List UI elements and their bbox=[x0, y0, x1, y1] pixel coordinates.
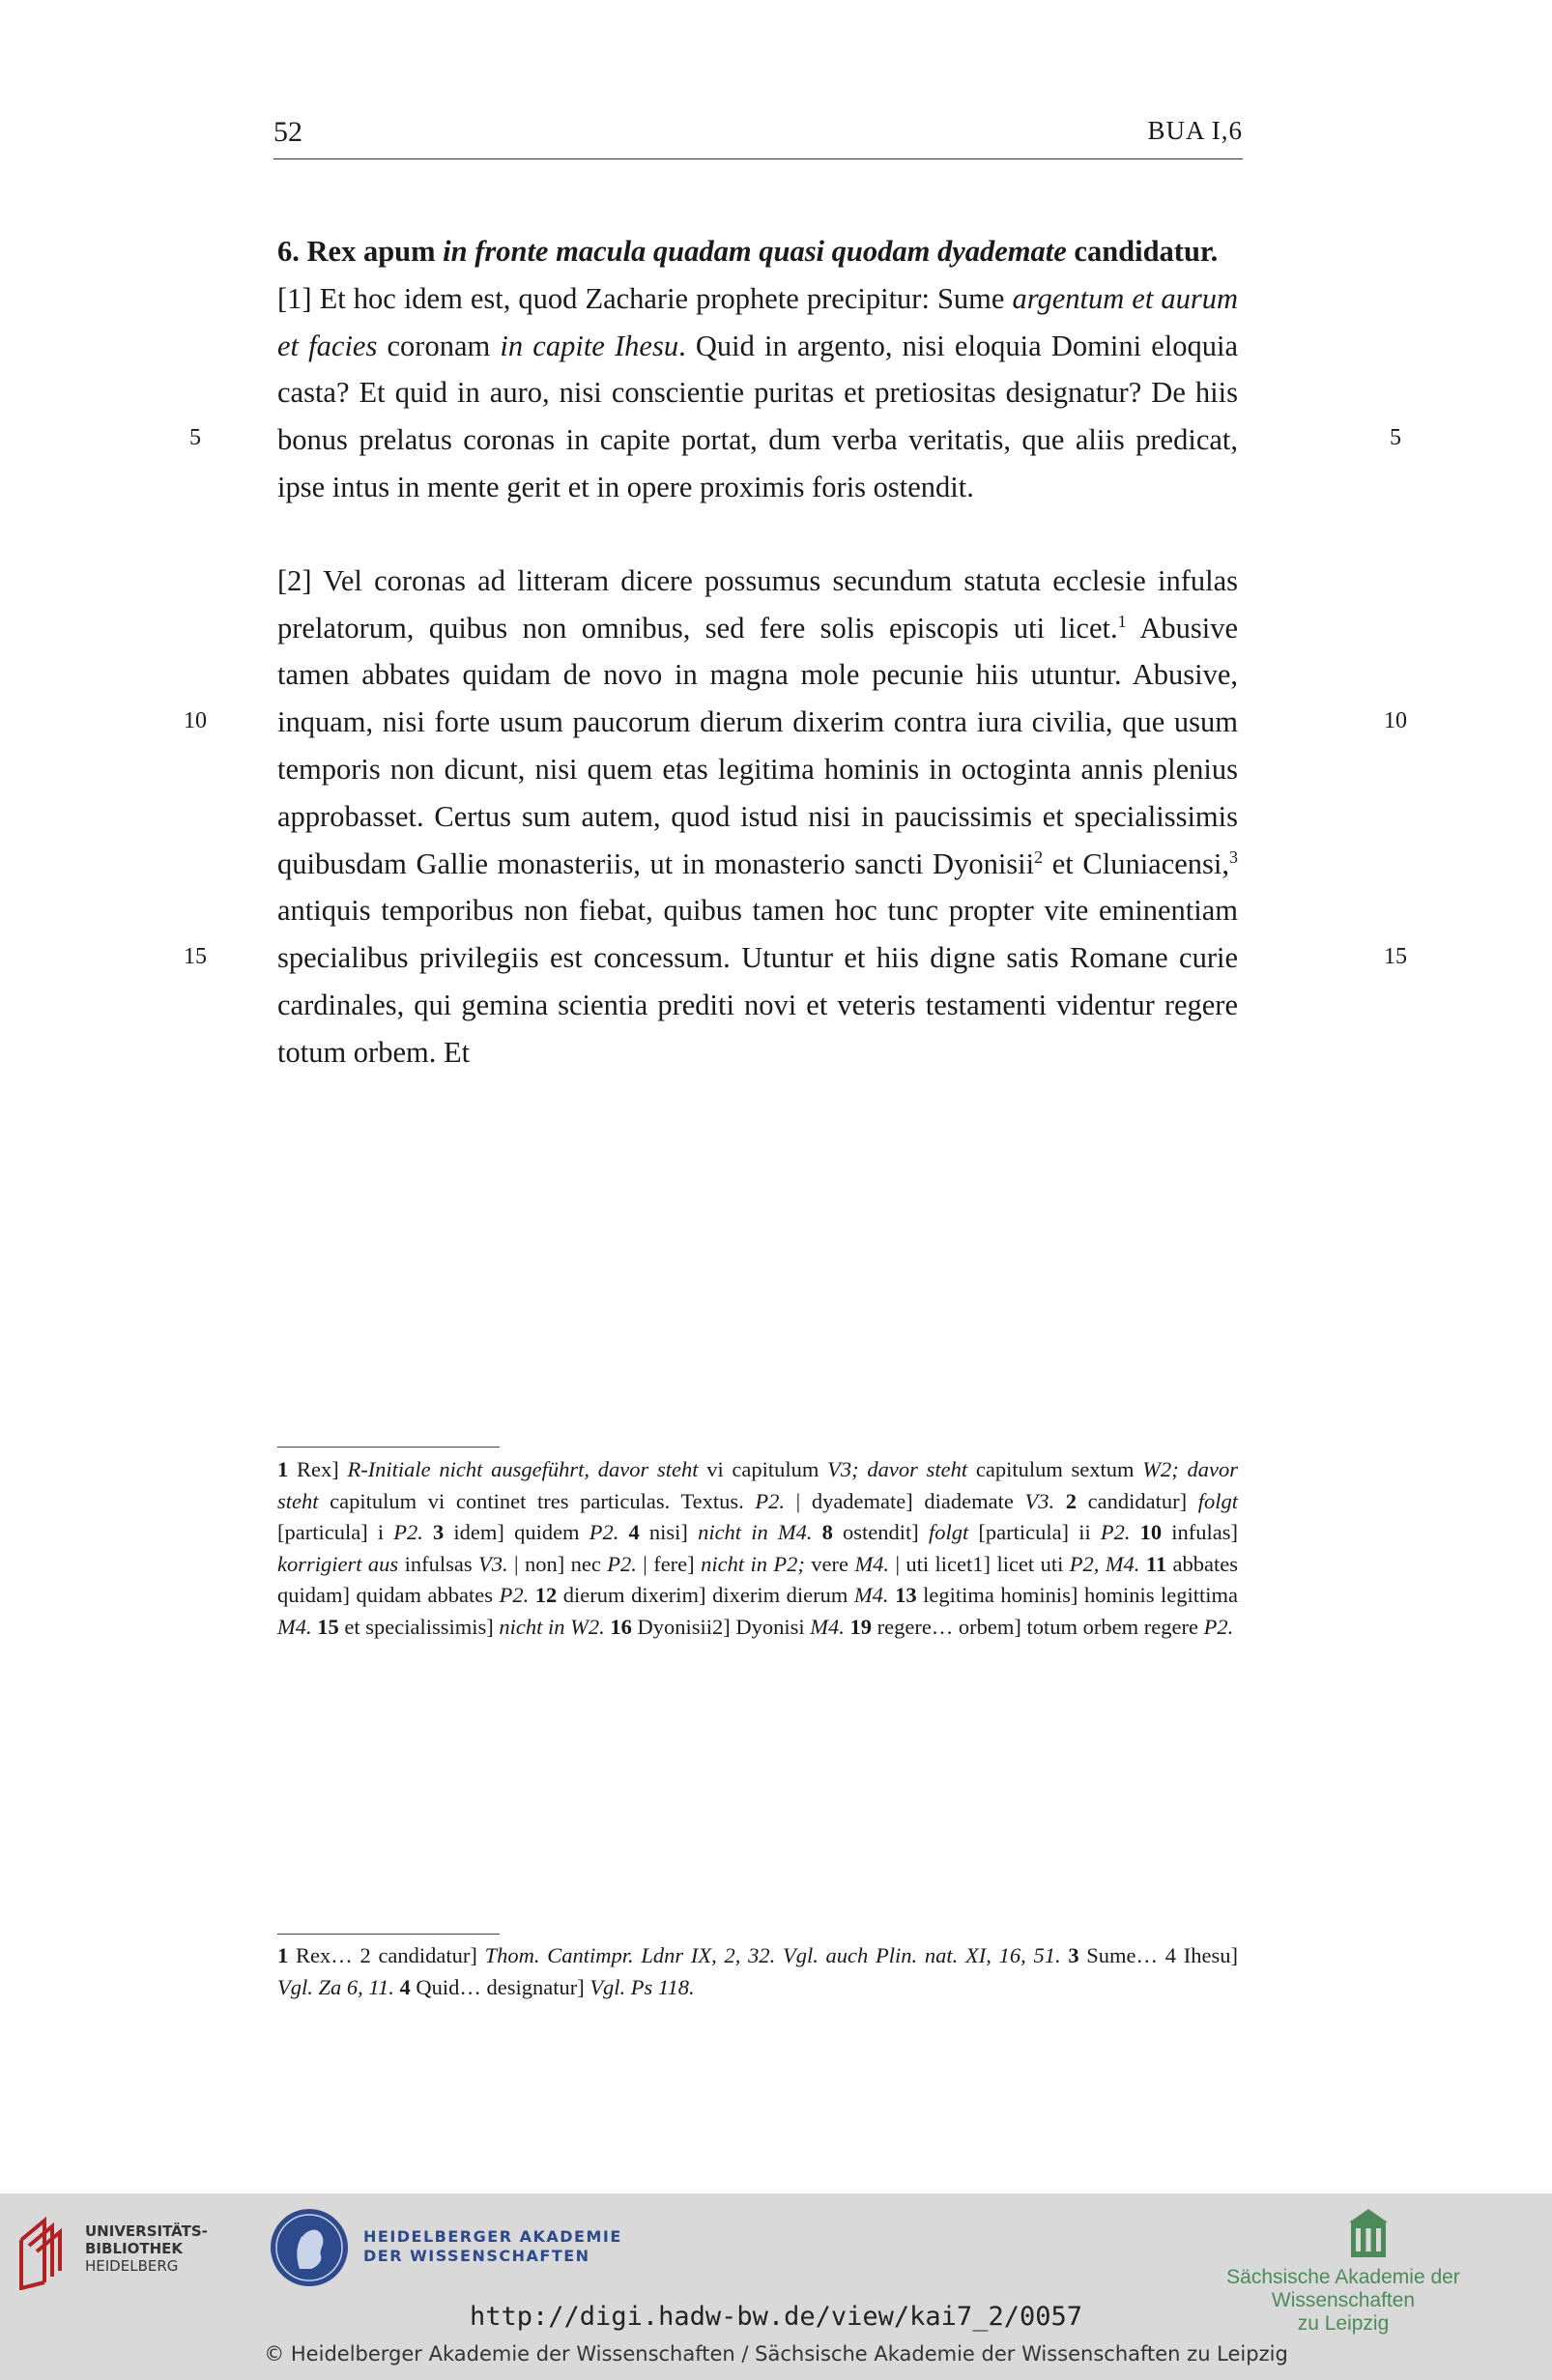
line-number-right: 15 bbox=[1384, 944, 1407, 969]
ub-heidelberg-logo-icon bbox=[15, 2213, 79, 2290]
paragraph-1: [1] Et hoc idem est, quod Zacharie prophete precipitur: Sume argentum et aurum et facies coronam in capite Ihesu. Quid in argento, nisi eloquia Domini eloquia casta? Et quid in auro, nisi conscientie puritas et pretiositas designatur? De hiis bonus prelatus coronas in capite portat, dum verba veritatis, que aliis predicat, ipse intus in mente gerit et in opere proximis foris ostendit. bbox=[277, 281, 1238, 503]
hadw-seal-icon bbox=[267, 2205, 352, 2290]
source-notes: 1 Rex… 2 candidatur] Thom. Cantimpr. Ldnr IX, 2, 32. Vgl. auch Plin. nat. XI, 16, 51. 3 Sume… 4 Ihesu] Vgl. Za 6, 11. 4 Quid… designatur] Vgl. Ps 118. bbox=[277, 1943, 1238, 1999]
line-number-right: 10 bbox=[1384, 708, 1407, 733]
chapter-heading: 6. Rex apum in fronte macula quadam quasi quodam dyademate candidatur. bbox=[277, 235, 1219, 268]
line-number-left: 5 bbox=[189, 425, 201, 450]
hadw-logo-text: HEIDELBERGER AKADEMIE DER WISSENSCHAFTEN bbox=[363, 2227, 622, 2265]
saw-building-icon bbox=[1349, 2209, 1388, 2259]
page-header bbox=[273, 116, 1243, 159]
line-number-right: 5 bbox=[1390, 425, 1401, 450]
page-url[interactable]: http://digi.hadw-bw.de/view/kai7_2/0057 bbox=[470, 2302, 1082, 2332]
paragraph-2: [2] Vel coronas ad litteram dicere possumus secundum statuta ecclesie infulas prelatorum, quibus non omnibus, sed fere solis episcopis uti licet.$^1$ Abusive tamen abbates quidam de novo in magna mole pecunie hiis utuntur. Abusive, inquam, nisi forte usum paucorum dierum dixerim contra iura civilia, que usum temporis non dicunt, nisi quem etas legitima hominis in octoginta annis plenius approbasset. Certus sum autem, quod istud nisi in paucissimis et specialissimis quibusdam Gallie monasteriis, ut in monasterio sancti Dyonisii$^2$ et Cluniacensi,$^3$ antiquis temporibus non fiebat, quibus tamen hoc tunc propter vite eminentiam specialibus privilegiis est concessum. Utuntur et hiis digne satis Romane curie cardinales, qui gemina scientia prediti novi et veteris testamenti videntur regere totum orbem. Et bbox=[277, 563, 1238, 1069]
page-number: 52 bbox=[273, 116, 302, 148]
footnote-ref: 1 bbox=[1117, 611, 1127, 631]
saw-logo-text: Sächsische Akademie der Wissenschaften zu Leipzig bbox=[1226, 2266, 1460, 2335]
footnote-ref: 2 bbox=[1034, 846, 1044, 867]
line-number-left: 10 bbox=[184, 708, 207, 733]
line-number-left: 15 bbox=[184, 944, 207, 969]
apparatus-rule bbox=[277, 1447, 500, 1448]
sources-rule bbox=[277, 1934, 500, 1935]
copyright-notice: © Heidelberger Akademie der Wissenschaften / Sächsische Akademie der Wissenschaften zu Leipzig bbox=[264, 2342, 1288, 2366]
critical-apparatus: 1 Rex] R-Initiale nicht ausgeführt, davor steht vi capitulum V3; davor steht capitulum sextum W2; davor steht capitulum vi continet tres particulas. Textus. P2. | dyademate] diademate V3. 2 candidatur] folgt [particula] i P2. 3 idem] quidem P2. 4 nisi] nicht in M4. 8 ostendit] folgt [particula] ii P2. 10 infulas] korrigiert aus infulsas V3. | non] nec P2. | fere] nicht in P2; vere M4. | uti licet1] licet uti P2, M4. 11 abbates quidam] quidam abbates P2. 12 dierum dixerim] dixerim dierum M4. 13 legitima hominis] hominis legittima M4. 15 et specialissimis] nicht in W2. 16 Dyonisii2] Dyonisi M4. 19 regere… orbem] totum orbem regere P2. bbox=[277, 1457, 1239, 1639]
ub-heidelberg-logo-text: UNIVERSITÄTS- BIBLIOTHEK HEIDELBERG bbox=[85, 2222, 208, 2275]
footnote-ref: 3 bbox=[1229, 846, 1238, 867]
main-text bbox=[277, 228, 1238, 1076]
running-head: BUA I,6 bbox=[1147, 116, 1243, 145]
